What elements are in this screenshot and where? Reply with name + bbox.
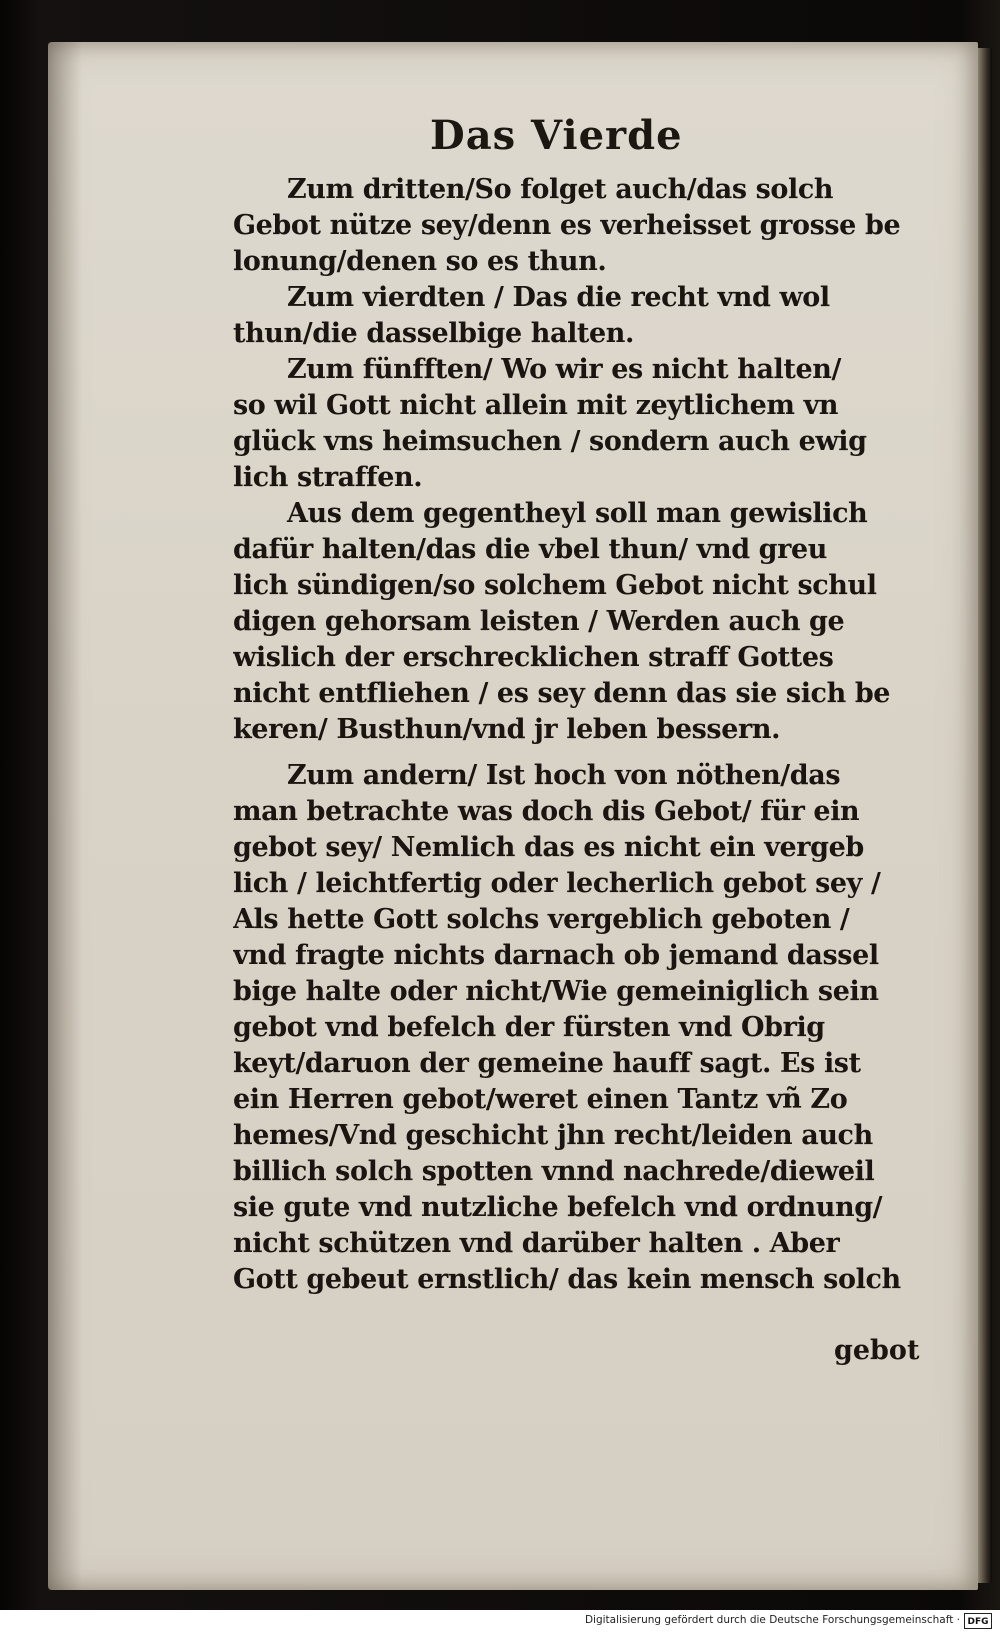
dfg-logo: DFG [964,1613,992,1629]
text-line: Zum andern/ Ist hoch von nöthen/das [287,760,841,791]
text-line: man betrachte was doch dis Gebot/ für ein [233,796,860,827]
text-line: so wil Gott nicht allein mit zeytlichem vn [233,390,839,421]
text-line: gebot sey/ Nemlich das es nicht ein vergeb [233,832,864,863]
text-line: thun/die dasselbige halten. [233,318,635,349]
text-line: sie gute vnd nutzliche befelch vnd ordnung/ [233,1192,883,1223]
text-line: lonung/denen so es thun. [233,246,607,277]
text-line: bige halte oder nicht/Wie gemeiniglich sein [233,976,879,1007]
text-line: digen gehorsam leisten / Werden auch ge [233,606,845,637]
text-line: dafür halten/das die vbel thun/ vnd greu [233,534,827,565]
text-line: keren/ Busthun/vnd jr leben bessern. [233,714,781,745]
page-edge [978,48,992,1583]
body-text [233,172,923,1298]
text-line: lich straffen. [233,462,423,493]
text-line: billich solch spotten vnnd nachrede/dieweil [233,1156,875,1187]
text-line: nicht schützen vnd darüber halten . Aber [233,1228,840,1259]
text-line: Als hette Gott solchs vergeblich geboten / [233,904,850,935]
text-line: keyt/daruon der gemeine hauff sagt. Es ist [233,1048,861,1079]
text-line: wislich der erschrecklichen straff Gottes [233,642,834,673]
text-line: Gebot nütze sey/denn es verheisset grosse be [233,210,901,241]
gutter-shadow [48,42,82,1590]
text-line: ein Herren gebot/weret einen Tantz vñ Zo [233,1084,848,1115]
text-line: Zum dritten/So folget auch/das solch [287,174,834,205]
text-line: Aus dem gegentheyl soll man gewislich [287,498,868,529]
text-line: Zum fünfften/ Wo wir es nicht halten/ [287,354,841,385]
catchword: gebot [834,1335,920,1366]
funding-notice: Digitalisierung gefördert durch die Deutsche Forschungsgemeinschaft · [584,1614,960,1626]
text-line: Zum vierdten / Das die recht vnd wol [287,282,830,313]
text-line: glück vns heimsuchen / sondern auch ewig [233,426,867,457]
text-line: Gott gebeut ernstlich/ das kein mensch solch [233,1264,901,1295]
text-line: lich sündigen/so solchem Gebot nicht schul [233,570,877,601]
text-line: gebot vnd befelch der fürsten vnd Obrig [233,1012,825,1043]
text-line: vnd fragte nichts darnach ob jemand dassel [233,940,879,971]
footer-bar [0,1610,1000,1633]
text-line: lich / leichtfertig oder lecherlich gebot sey / [233,868,881,899]
text-line: nicht entfliehen / es sey denn das sie sich be [233,678,891,709]
text-line: hemes/Vnd geschicht jhn recht/leiden auch [233,1120,873,1151]
page-heading: Das Vierde [430,112,683,159]
